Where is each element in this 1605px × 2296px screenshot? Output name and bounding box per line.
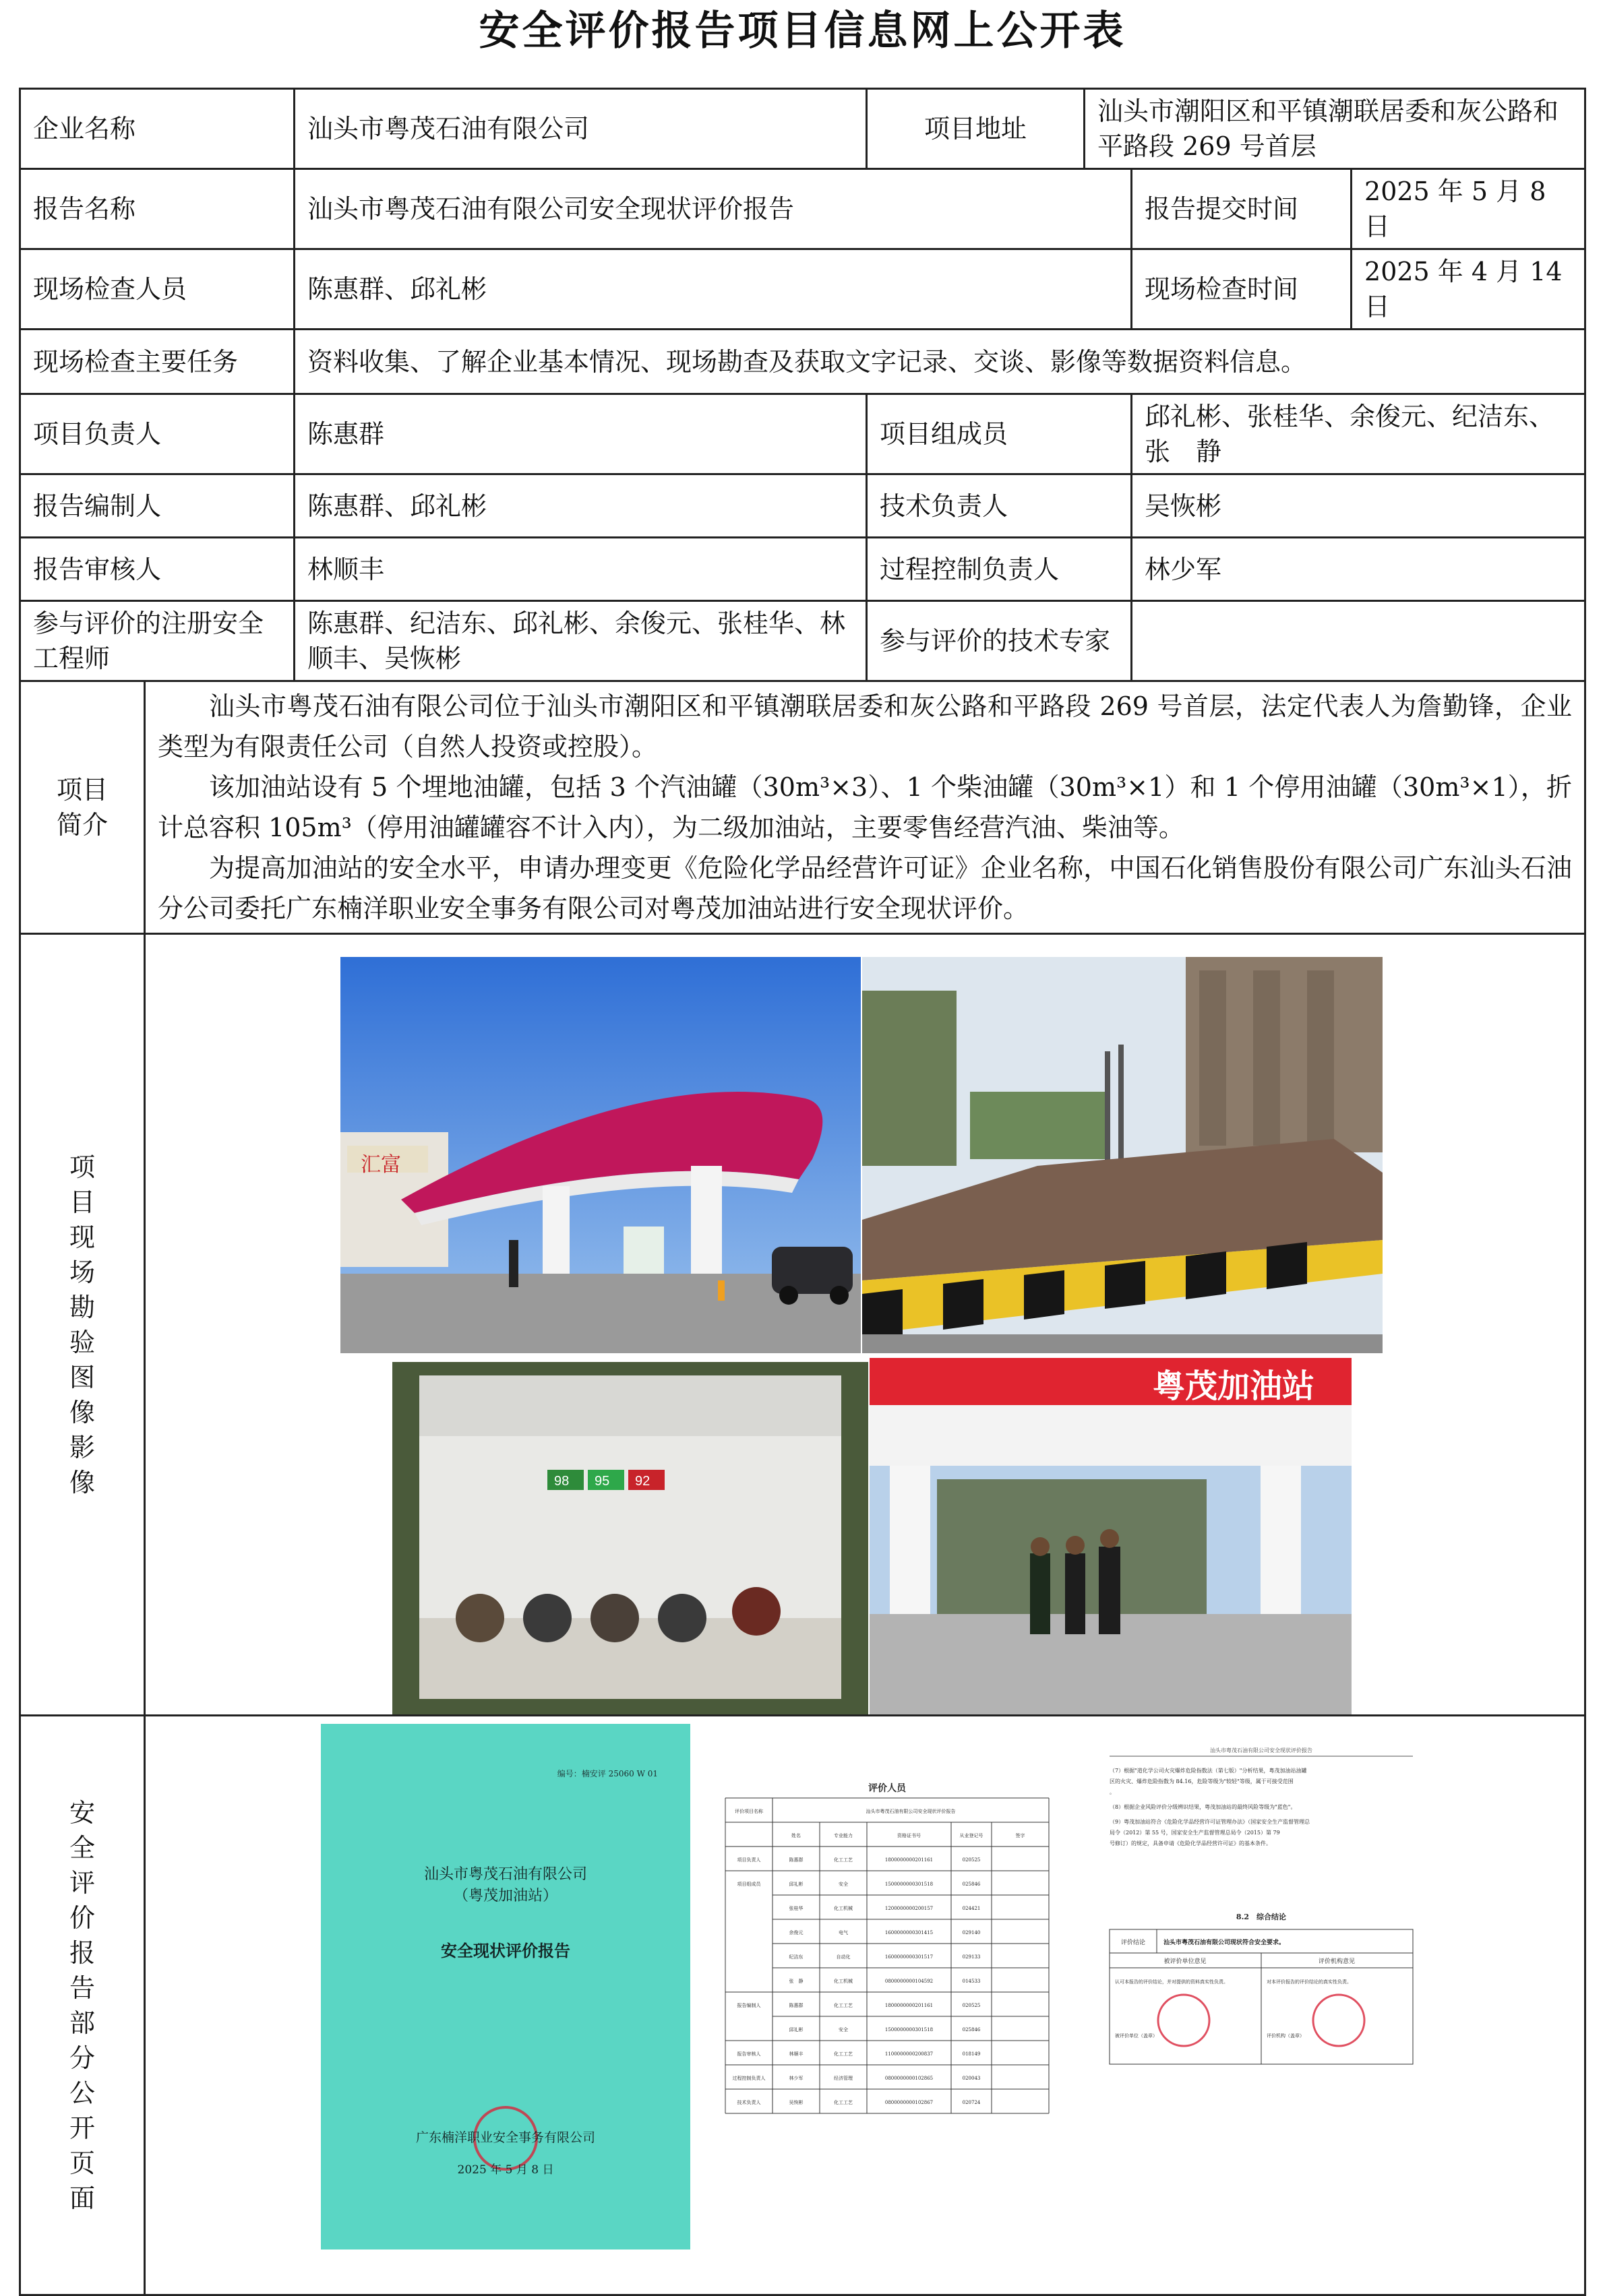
photos-cell (145, 934, 1585, 1716)
personnel-cell-8-2: 化工工艺 (834, 2051, 853, 2057)
personnel-cell-3-4: 029140 (962, 1929, 981, 1935)
pump-label-98: 98 (554, 1473, 570, 1489)
report-conclusion-page (1083, 1724, 1440, 2250)
personnel-cell-8-3: 1100000000200837 (884, 2051, 934, 2057)
conclusion-item7-line: 。 (1110, 1789, 1115, 1795)
inspectors-value: 陈惠群、邱礼彬 (295, 249, 1132, 330)
report-name-value: 汕头市粤茂石油有限公司安全现状评价报告 (295, 169, 1132, 249)
personnel-cell-8-4: 018149 (962, 2051, 981, 2057)
personnel-cell-7-3: 1500000000301518 (884, 2026, 934, 2033)
cover-station: （粤茂加油站） (453, 1887, 558, 1904)
cover-number: 编号：楠安评 25060 W 01 (557, 1768, 658, 1778)
conclusion-item9-line: 号修订）的规定，具备申请《危险化学品经营许可证》的基本条件。 (1110, 1840, 1271, 1847)
personnel-role-9: 过程控制负责人 (732, 2075, 766, 2081)
personnel-cell-4-3: 1600000000301517 (884, 1954, 934, 1960)
conclusion-section-title: 8.2 综合结论 (1236, 1912, 1287, 1921)
personnel-cell-4-4: 029133 (962, 1954, 981, 1960)
compiler-value: 陈惠群、邱礼彬 (295, 474, 867, 538)
personnel-header-1: 专业能力 (834, 1832, 853, 1838)
cover-issuer: 广东楠洋职业安全事务有限公司 (415, 2130, 596, 2145)
personnel-role-10: 技术负责人 (737, 2099, 761, 2105)
personnel-cell-3-2: 电气 (839, 1929, 848, 1935)
task-label: 现场检查主要任务 (20, 330, 295, 394)
photo-team-at-station (870, 1358, 1352, 1716)
personnel-cell-7-1: 邱礼彬 (789, 2026, 804, 2033)
personnel-cell-9-1: 林少军 (789, 2075, 804, 2081)
cover-title: 安全现状评价报告 (441, 1940, 570, 1960)
intro-paragraph-3: 为提高加油站的安全水平，申请办理变更《危险化学品经营许可证》企业名称，中国石化销售股份有限公司广东汕头石油分公司委托广东楠洋职业安全事务有限公司对粤茂加油站进行安全现状评价。 (158, 853, 1573, 923)
intro-paragraph-2: 该加油站设有 5 个埋地油罐，包括 3 个汽油罐（30m³×3）、1 个柴油罐（30m³×1）和 1 个停用油罐（30m³×1），折计总容积 105m³（停用油罐罐容不计入内），为二级加油站，主要零售经营汽油、柴油等。 (158, 772, 1573, 842)
report-page-strip (146, 1717, 1585, 2294)
personnel-role-6: 报告编制人 (737, 2002, 761, 2008)
submit-time-value: 2025 年 5 月 8 日 (1352, 169, 1585, 249)
personnel-role-0: 项目负责人 (737, 1857, 761, 1863)
personnel-cell-6-2: 化工工艺 (834, 2002, 853, 2008)
personnel-cell-5-1: 张 静 (789, 1978, 804, 1984)
address-value: 汕头市潮阳区和平镇潮联居委和灰公路和平路段 269 号首层 (1085, 89, 1585, 169)
photo-grid (146, 948, 1585, 1702)
intro-text (145, 681, 1585, 934)
experts-label: 参与评价的技术专家 (867, 601, 1132, 681)
pages-label: 安全评价报告部分公开页面 (20, 1716, 145, 2295)
leader-value: 陈惠群 (295, 394, 867, 474)
personnel-cell-3-1: 余俊元 (789, 1929, 804, 1935)
personnel-cell-1-4: 025846 (962, 1881, 981, 1887)
experts-value (1132, 601, 1585, 681)
personnel-cell-10-1: 吴恢彬 (789, 2099, 804, 2105)
photo-station-front (340, 957, 861, 1353)
engineers-value: 陈惠群、纪洁东、邱礼彬、余俊元、张桂华、林顺丰、吴恢彬 (295, 601, 867, 681)
intro-paragraph-1: 汕头市粤茂石油有限公司位于汕头市潮阳区和平镇潮联居委和灰公路和平路段 269 号首层，法定代表人为詹勤锋，企业类型为有限责任公司（自然人投资或控股）。 (158, 691, 1573, 762)
cover-date: 2025 年 5 月 8 日 (457, 2163, 554, 2177)
pages-cell (145, 1716, 1585, 2295)
personnel-cell-9-4: 020043 (962, 2075, 981, 2081)
personnel-cell-4-2: 自动化 (836, 1954, 851, 1960)
personnel-role-1: 项目组成员 (737, 1881, 761, 1887)
personnel-cell-2-4: 024421 (962, 1905, 981, 1911)
pump-label-95: 95 (595, 1473, 610, 1489)
personnel-cell-5-2: 化工机械 (834, 1978, 853, 1984)
personnel-cell-10-4: 020724 (962, 2099, 981, 2105)
personnel-cell-6-1: 陈惠群 (789, 2002, 804, 2008)
tech-lead-value: 吴恢彬 (1132, 474, 1585, 538)
eval-opinion-label: 评价机构意见 (1318, 1958, 1356, 1965)
info-table (19, 88, 1586, 2296)
company-value: 汕头市粤茂石油有限公司 (295, 89, 867, 169)
org-opinion-label: 被评价单位意见 (1163, 1958, 1207, 1965)
org-opinion-text: 认可本报告的评价结论，并对提供的资料真实性负责。 (1115, 1979, 1228, 1985)
personnel-cell-9-2: 经济管理 (834, 2075, 853, 2081)
inspectors-label: 现场检查人员 (20, 249, 295, 330)
members-value: 邱礼彬、张桂华、余俊元、纪洁东、张 静 (1132, 394, 1585, 474)
reviewer-value: 林顺丰 (295, 538, 867, 601)
personnel-header-3: 从业登记号 (959, 1832, 983, 1838)
personnel-cell-2-3: 1200000000200157 (884, 1905, 934, 1911)
sign-left-text: 汇富 (361, 1153, 401, 1176)
inspect-time-value: 2025 年 4 月 14 日 (1352, 249, 1585, 330)
result-label: 评价结论 (1120, 1939, 1146, 1946)
personnel-cell-5-4: 014533 (962, 1978, 981, 1984)
personnel-cell-6-4: 020525 (962, 2002, 981, 2008)
personnel-cell-10-2: 化工工艺 (834, 2099, 853, 2105)
personnel-cell-0-1: 陈惠群 (789, 1857, 804, 1863)
personnel-cell-1-3: 1500000000301518 (884, 1881, 934, 1887)
company-label: 企业名称 (20, 89, 295, 169)
eval-sign-label: 评价机构（盖章） (1267, 2033, 1304, 2039)
submit-time-label: 报告提交时间 (1132, 169, 1352, 249)
personnel-cell-3-3: 1600000000301415 (884, 1929, 934, 1935)
personnel-cell-10-3: 0800000000102867 (884, 2099, 934, 2105)
compiler-label: 报告编制人 (20, 474, 295, 538)
personnel-cell-4-1: 纪洁东 (789, 1954, 804, 1960)
personnel-cell-7-2: 安全 (839, 2026, 848, 2033)
tech-lead-label: 技术负责人 (867, 474, 1132, 538)
personnel-cell-1-1: 邱礼彬 (789, 1881, 804, 1887)
personnel-cell-9-3: 0800000000102865 (884, 2075, 934, 2081)
address-label: 项目地址 (867, 89, 1085, 169)
conclusion-item9-line: 局令（2012）第 55 号，国家安全生产监督管理总局令（2015）第 79 (1110, 1829, 1280, 1836)
conclusion-item7-line: （7）根据"道化学公司火灾爆炸危险指数法（第七版）"分析结果，粤茂加油站油罐 (1110, 1767, 1307, 1774)
report-name-label: 报告名称 (20, 169, 295, 249)
personnel-cell-1-2: 安全 (839, 1881, 848, 1887)
personnel-header-2: 资格证书号 (897, 1832, 921, 1838)
engineers-label: 参与评价的注册安全工程师 (20, 601, 295, 681)
members-label: 项目组成员 (867, 394, 1132, 474)
personnel-cell-2-2: 化工机械 (834, 1905, 853, 1911)
report-personnel-page (705, 1724, 1069, 2250)
cover-company: 汕头市粤茂石油有限公司 (423, 1865, 588, 1883)
personnel-cell-8-1: 林顺丰 (789, 2051, 804, 2057)
personnel-cell-5-3: 0800000000104592 (884, 1978, 934, 1984)
org-sign-label: 被评价单位（盖章） (1115, 2033, 1157, 2039)
report-cover-page (321, 1724, 690, 2250)
task-value: 资料收集、了解企业基本情况、现场勘查及获取文字记录、交谈、影像等数据资料信息。 (295, 330, 1585, 394)
personnel-role-8: 报告审核人 (737, 2051, 761, 2057)
conclusion-header: 汕头市粤茂石油有限公司安全现状评价报告 (1210, 1747, 1312, 1754)
personnel-cell-0-3: 1800000000201161 (884, 1857, 934, 1863)
photo-tank-area (862, 957, 1383, 1353)
conclusion-item8-line: （8）根据企业风险评价分级辨识结果，粤茂加油站的最终风险等级为"蓝色"。 (1110, 1803, 1296, 1810)
personnel-header-0: 姓名 (791, 1832, 801, 1838)
personnel-cell-6-3: 1800000000201161 (884, 2002, 934, 2008)
conclusion-item9-line: （9）粤茂加油站符合《危险化学品经营许可证管理办法》（国家安全生产监督管理总 (1110, 1818, 1310, 1825)
photos-label: 项目现场勘验图像影像 (20, 934, 145, 1716)
station-sign: 粤茂加油站 (1153, 1367, 1315, 1405)
process-lead-label: 过程控制负责人 (867, 538, 1132, 601)
intro-label: 项目简介 (20, 681, 145, 934)
conclusion-item7-line: 区的火灾、爆炸危险指数为 84.16，危险等级为"较轻"等级，属于可接受范围 (1110, 1778, 1294, 1785)
eval-opinion-text: 对本评价报告的评价结论的真实性负责。 (1267, 1979, 1352, 1985)
reviewer-label: 报告审核人 (20, 538, 295, 601)
personnel-project-label: 评价项目名称 (735, 1808, 763, 1814)
personnel-cell-0-4: 020525 (962, 1857, 981, 1863)
pump-label-92: 92 (635, 1473, 650, 1489)
inspect-time-label: 现场检查时间 (1132, 249, 1352, 330)
personnel-title: 评价人员 (868, 1782, 906, 1794)
result-value: 汕头市粤茂石油有限公司现状符合安全要求。 (1163, 1939, 1285, 1946)
personnel-header-4: 签字 (1015, 1832, 1025, 1838)
personnel-cell-7-4: 025846 (962, 2026, 981, 2033)
leader-label: 项目负责人 (20, 394, 295, 474)
process-lead-value: 林少军 (1132, 538, 1585, 601)
personnel-cell-0-2: 化工工艺 (834, 1857, 853, 1863)
personnel-cell-2-1: 张桂华 (789, 1905, 804, 1911)
photo-tank-valves (392, 1362, 868, 1716)
document-title: 安全评价报告项目信息网上公开表 (479, 7, 1126, 55)
personnel-project-name: 汕头市粤茂石油有限公司安全现状评价报告 (866, 1808, 956, 1814)
